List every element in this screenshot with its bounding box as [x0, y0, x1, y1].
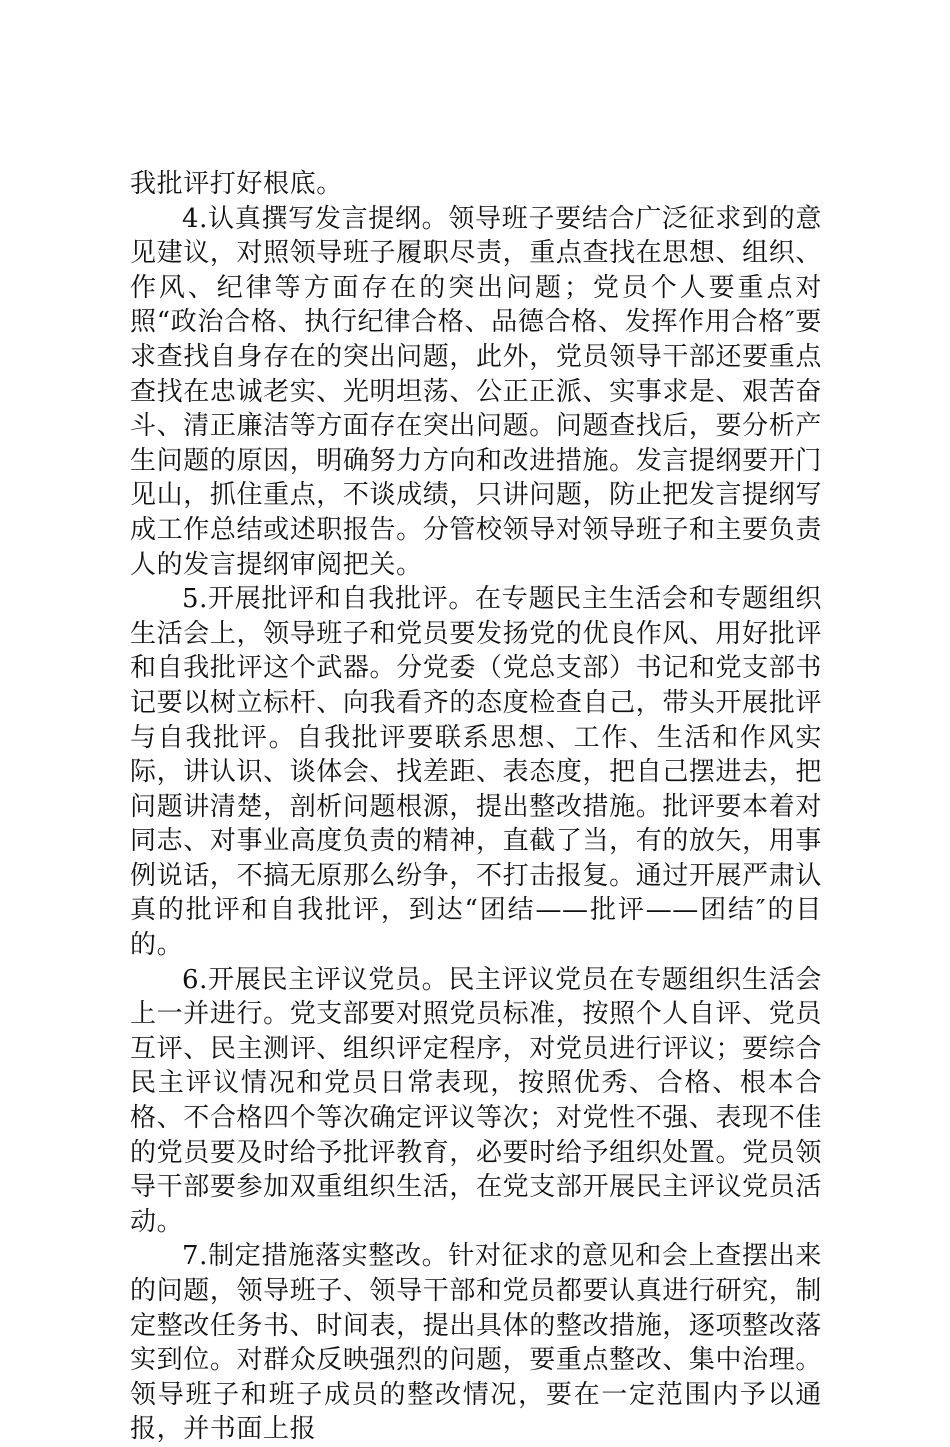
paragraph-continuation: 我批评打好根底。 — [130, 169, 343, 199]
paragraph-item-4: 4.认真撰写发言提纲。领导班子要结合广泛征求到的意见建议，对照领导班子履职尽责，重点查找在思想、组织、作风、纪律等方面存在的突出问题；党员个人要重点对照“政治合格、执行纪律合格、品德合格、发挥作用合格″要求查找自身存在的突出问题，此外，党员领导干部还要重点查找在忠诚老实、光明坦荡、公正正派、实事求是、艰苦奋斗、清正廉洁等方面存在突出问题。问题查找后，要分析产生问题的原因，明确努力方向和改进措施。发言提纲要开门见山，抓住重点，不谈成绩，只讲问题，防止把发言提纲写成工作总结或述职报告。分管校领导对领导班子和主要负责人的发言提纲审阅把关。 — [130, 203, 822, 580]
paragraph-item-7: 7.制定措施落实整改。针对征求的意见和会上查摆出来的问题，领导班子、领导干部和党员都要认真进行研究，制定整改任务书、时间表，提出具体的整改措施，逐项整改落实到位。对群众反映强烈的问题，要重点整改、集中治理。领导班子和班子成员的整改情况，要在一定范围内予以通报，并书面上报 — [130, 1241, 822, 1445]
document-body — [130, 167, 822, 1447]
paragraph-item-5: 5.开展批评和自我批评。在专题民主生活会和专题组织生活会上，领导班子和党员要发扬党的优良作风、用好批评和自我批评这个武器。分党委（党总支部）书记和党支部书记要以树立标杆、向我看齐的态度检查自己，带头开展批评与自我批评。自我批评要联系思想、工作、生活和作风实际，讲认识、谈体会、找差距、表态度，把自己摆进去，把问题讲清楚，剖析问题根源，提出整改措施。批评要本着对同志、对事业高度负责的精神，直截了当，有的放矢，用事例说话，不搞无原那么纷争，不打击报复。通过开展严肃认真的批评和自我批评，到达“团结——批评——团结″的目的。 — [130, 584, 822, 961]
paragraph-item-6: 6.开展民主评议党员。民主评议党员在专题组织生活会上一并进行。党支部要对照党员标准，按照个人自评、党员互评、民主测评、组织评定程序，对党员进行评议；要综合民主评议情况和党员日常表现，按照优秀、合格、根本合格、不合格四个等次确定评议等次；对党性不强、表现不佳的党员要及时给予批评教育，必要时给予组织处置。党员领导干部要参加双重组织生活，在党支部开展民主评议党员活动。 — [130, 964, 822, 1237]
